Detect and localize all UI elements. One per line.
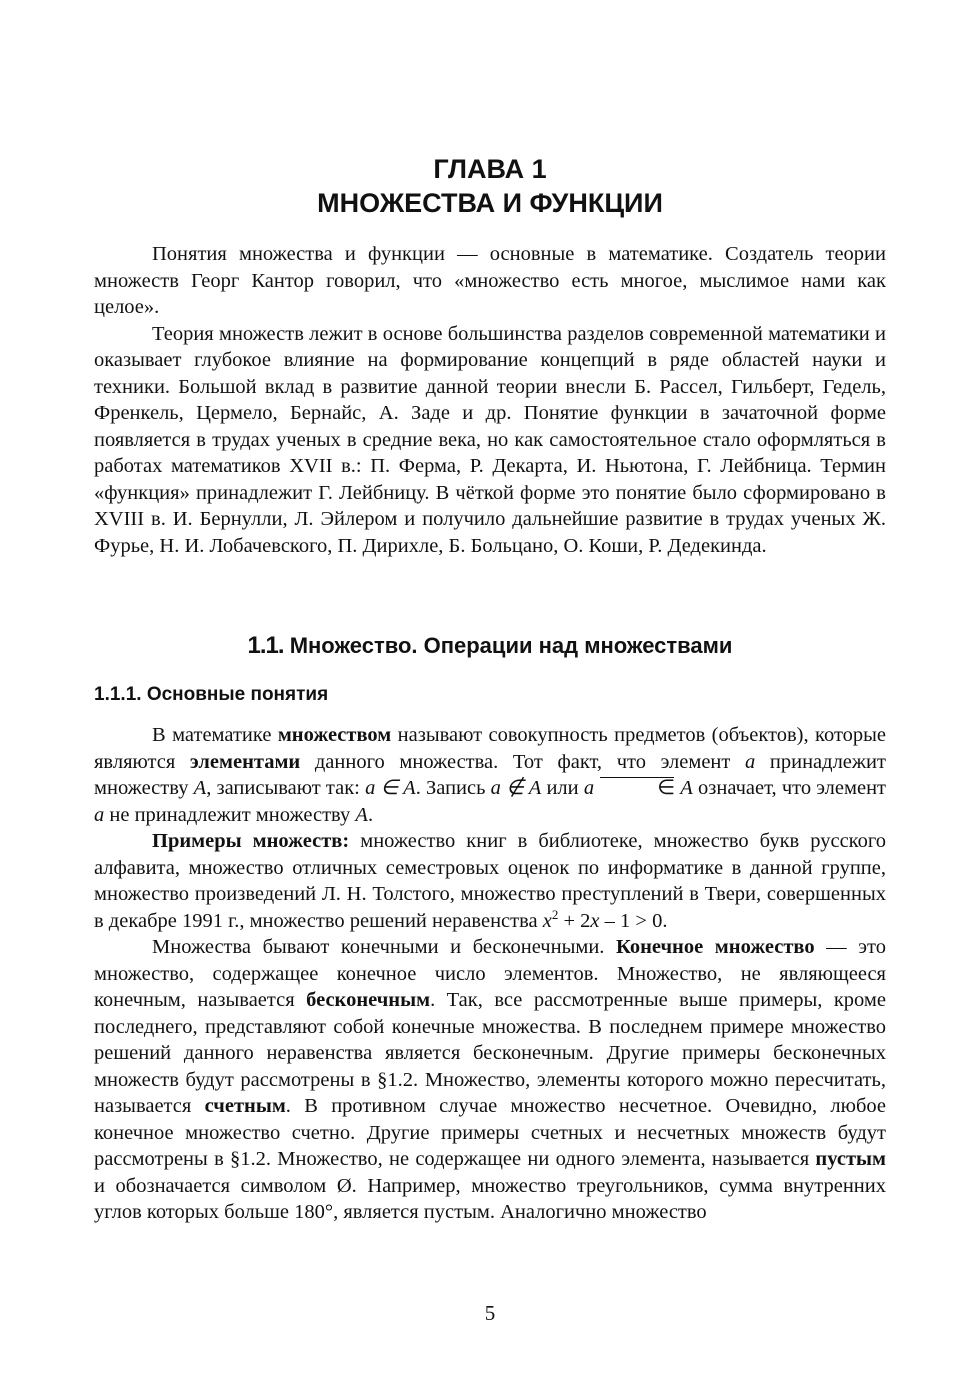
formula-in: a ∈ A	[365, 777, 416, 799]
chapter-heading	[94, 152, 886, 220]
subsection-heading: 1.1.1. Основные понятия	[94, 684, 329, 705]
paragraph-finite-infinite: Множества бывают конечными и бесконечными. Конечное множество — это множество, содержащее конечное число элементов. Множество, не являющееся конечным, называется бесконечным. Так, все рассмотренные выше примеры, кроме последнего, представляют собой конечные множества. В последнем примере множество решений данного неравенства является бесконечным. Другие примеры бесконечных множеств будут рассмотрены в §1.2. Множество, элементы которого можно пересчитать, называется счетным. В противном случае множество несчетное. Очевидно, любое конечное множество счетно. Другие примеры счетных и несчетных множеств будут рассмотрены в §1.2. Множество, не содержащее ни одного элемента, называется пустым и обозначается символом Ø. Например, множество треугольников, сумма внутренних углов которых больше 180°, является пустым. Аналогично множество	[94, 936, 886, 1223]
section-heading	[94, 632, 886, 660]
intro-text	[94, 241, 886, 559]
intro-paragraph-2: Теория множеств лежит в основе большинства разделов современной математики и оказывает глубокое влияние на формирование концепций в ряде областей науки и техники. Большой вклад в развитие данной теории внесли Б. Рассел, Гильберт, Гедель, Френкель, Цермело, Бернайс, А. Заде и др. Понятие функции в зачаточной форме появляется в трудах ученых в средние века, но как самостоятельное стало оформляться в работах математиков XVII в.: П. Ферма, Р. Декарта, И. Ньютона, Г. Лейбница. Термин «функция» принадлежит Г. Лейбницу. В чёткой форме это понятие было сформировано в XVIII в. И. Бернулли, Л. Эйлером и получило дальнейшие развитие в трудах ученых Ж. Фурье, Н. И. Лобачевского, П. Дирихле, Б. Больцано, О. Коши, Р. Дедекинда.	[94, 322, 886, 557]
formula-not-in: a ∉ A	[490, 777, 542, 799]
chapter-title: МНОЖЕСТВА И ФУНКЦИИ	[317, 188, 663, 218]
not-in-symbol: ∈	[599, 775, 675, 802]
page-number: 5	[484, 1301, 496, 1325]
chapter-number: ГЛАВА 1	[433, 154, 547, 184]
paragraph-set-definition: В математике множеством называют совокупность предметов (объектов), которые являются элементами данного множества. Тот факт, что элемент a принадлежит множеству A, записывают так: a ∈ A. Запись a ∉ A или a ∈ A означает, что элемент a не принадлежит множеству A.	[94, 724, 887, 826]
paragraph-examples: Примеры множеств: множество книг в библиотеке, множество букв русского алфавита, множество отличных семестровых оценок по информатике в данной группе, множество произведений Л. Н. Толстого, множество преступлений в Твери, совершенных в декабре 1991 г., множество решений неравенства $x^2 + 2x - 1 > 0$.	[94, 830, 886, 932]
intro-paragraph-1: Понятия множества и функции — основные в математике. Создатель теории множеств Георг Кантор говорил, что «множество есть многое, мыслимое нами как целое».	[94, 243, 886, 318]
main-text	[94, 722, 886, 1226]
section-number: 1.1.	[247, 632, 284, 659]
section-title: Множество. Операции над множествами	[289, 633, 733, 658]
